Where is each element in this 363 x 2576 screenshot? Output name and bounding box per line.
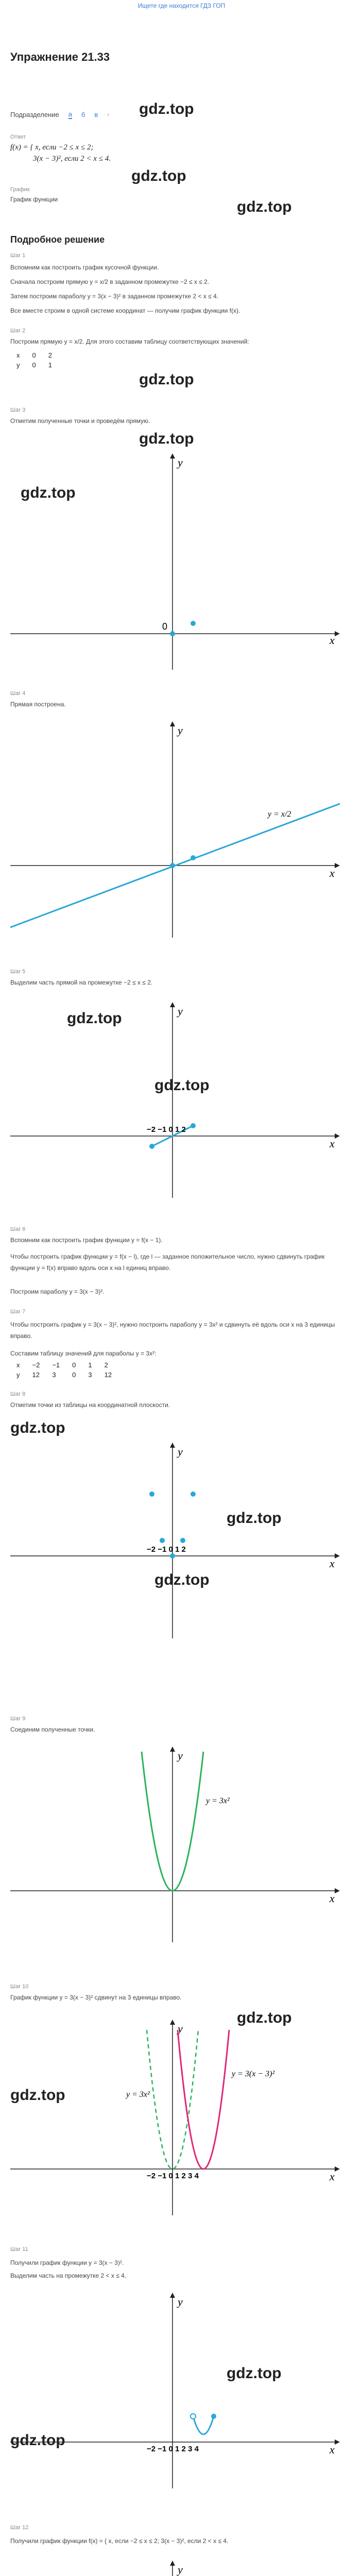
x-axis-label: x: [330, 2170, 335, 2183]
tick-labels: −2 −1 0 1 2 3 4: [147, 2445, 199, 2453]
y-axis-label: y: [178, 2295, 183, 2308]
tick-labels: −2 −1 0 1 2: [147, 1545, 186, 1554]
x-axis-arrow: [335, 2166, 340, 2172]
intro-small-label: График: [10, 187, 30, 193]
point-2-1: [191, 855, 196, 860]
step-label: Шаг 12: [10, 2524, 29, 2531]
table-cell: 0: [32, 351, 36, 359]
step-label: Шаг 1: [10, 252, 26, 259]
step-text: Получили график функции y = 3(x − 3)².: [10, 2259, 124, 2266]
x-axis-arrow: [335, 1133, 340, 1139]
chevron-right-icon[interactable]: ›: [107, 111, 109, 118]
origin-label: 0: [162, 621, 168, 632]
y-axis-arrow: [170, 2020, 175, 2025]
tick-labels: −2 −1 0 1 2 3 4: [147, 2172, 199, 2180]
y-axis-arrow: [170, 1002, 175, 1007]
step-text: Прямая построена.: [10, 701, 66, 708]
watermark: gdz.top: [21, 484, 76, 501]
tab-b[interactable]: б: [81, 111, 85, 118]
watermark: gdz.top: [227, 2365, 282, 2382]
graph-4: [0, 1437, 363, 1643]
step-label: Шаг 4: [10, 690, 26, 697]
step-label: Шаг 6: [10, 1226, 26, 1232]
tick-labels: −2 −1 0 1 2: [147, 1125, 186, 1134]
step-text: Выделим часть на промежутке 2 < x ≤ 4.: [10, 2272, 127, 2279]
parabola-shifted: [178, 2030, 229, 2169]
y-axis-arrow: [170, 2293, 175, 2298]
y-axis-label: y: [178, 724, 183, 737]
step-text: График функции y = 3(x − 3)² сдвинут на 3 единицы вправо.: [10, 1994, 182, 2001]
step-text: Все вместе строим в одной системе координат — получим график функции f(x).: [10, 307, 240, 314]
step-label: Шаг 8: [10, 1391, 26, 1397]
y-axis-label: y: [178, 456, 183, 469]
piece-start-open: [191, 2414, 196, 2419]
graph-2: [0, 716, 363, 943]
step-text: Вспомним как построить график функции y = f(x − 1).: [10, 1236, 163, 1244]
parabola-label: y = 3x²: [206, 1797, 230, 1805]
point: [180, 1538, 185, 1543]
point: [149, 1492, 154, 1497]
table-cell: 0: [32, 361, 36, 369]
table-cell: 12: [104, 1371, 112, 1379]
watermark: gdz.top: [154, 1077, 210, 1094]
variant-tabs: [10, 110, 109, 119]
value-table: [10, 350, 350, 370]
table-cell: 0: [72, 1371, 76, 1379]
graph-7: [0, 2287, 363, 2494]
table-cell: 1: [48, 361, 52, 369]
tab-a[interactable]: а: [68, 110, 72, 118]
point: [191, 1492, 196, 1497]
step-text: Построим параболу y = 3(x − 3)².: [10, 1288, 105, 1295]
watermark: gdz.top: [10, 2087, 65, 2104]
table-cell: y: [16, 361, 20, 369]
step-text: Отметим точки из таблицы на координатной плоскости.: [10, 1401, 170, 1409]
table-cell: −1: [52, 1361, 60, 1369]
x-axis-label: x: [330, 1892, 335, 1905]
step-label: Шаг 5: [10, 969, 26, 975]
table-cell: x: [16, 1361, 20, 1369]
x-axis-arrow: [335, 1888, 340, 1893]
step-label: Шаг 11: [10, 2246, 28, 2252]
step-text: Сначала построим прямую y = x/2 в заданном промежутке −2 ≤ x ≤ 2.: [10, 278, 210, 285]
intro-step-label: Ответ: [10, 134, 26, 140]
table-cell: 3: [88, 1371, 92, 1379]
parabola-piece: [193, 2416, 214, 2434]
table-cell: −2: [32, 1361, 40, 1369]
graph-3: [0, 997, 363, 1203]
line-label: y = x/2: [268, 810, 291, 819]
intro-graph-caption: График функции: [10, 196, 58, 203]
step-label: Шаг 7: [10, 1309, 26, 1315]
table-cell: 0: [72, 1361, 76, 1369]
x-axis-label: x: [330, 2443, 335, 2456]
point: [170, 1553, 175, 1558]
page-title: Упражнение 21.33: [10, 50, 110, 63]
y-axis-arrow: [170, 1747, 175, 1752]
watermark: gdz.top: [10, 1419, 65, 1436]
x-axis-arrow: [335, 863, 340, 868]
segment-end-right: [191, 1123, 196, 1128]
watermark: gdz.top: [237, 198, 292, 215]
step-text: Чтобы построить график y = 3(x − 3)², нужно построить параболу y = 3x² и сдвинуть её вдоль оси x на 3 единицы вправо.: [10, 1321, 335, 1340]
watermark: gdz.top: [131, 167, 186, 184]
step-text: Чтобы построить график функции y = f(x − l), где l — заданное положительное число, нужно сдвинуть график функции y = f(x) вправо вдоль оси x на l единиц вправо.: [10, 1253, 325, 1272]
point: [160, 1538, 165, 1543]
watermark: gdz.top: [227, 1510, 282, 1527]
watermark: gdz.top: [154, 1571, 210, 1588]
x-axis-label: x: [330, 867, 335, 879]
y-axis-label: y: [178, 2022, 183, 2035]
tabs-label: Подразделение: [10, 111, 59, 118]
y-axis-arrow: [170, 453, 175, 459]
table-cell: 12: [32, 1371, 40, 1379]
parabola-label: y = 3x²: [126, 2090, 150, 2099]
y-axis-label: y: [178, 1749, 183, 1762]
x-axis-label: x: [330, 1137, 335, 1150]
table-cell: x: [16, 351, 20, 359]
step-text: Получили график функции f(x) = { x, если −2 ≤ x ≤ 2; 3(x − 3)², если 2 < x ≤ 4.: [10, 2537, 229, 2545]
x-axis-arrow: [335, 2439, 340, 2445]
step-label: Шаг 10: [10, 1984, 29, 1990]
step-text: Соединим полученные точки.: [10, 1726, 95, 1733]
y-axis-arrow: [170, 1443, 175, 1448]
tab-v[interactable]: в: [94, 111, 98, 118]
watermark: gdz.top: [237, 2009, 292, 2026]
watermark: gdz.top: [139, 371, 194, 388]
step-label: Шаг 9: [10, 1716, 26, 1722]
y-axis-label: y: [178, 1445, 183, 1458]
point-2-1: [191, 621, 196, 626]
shift-label: y = 3(x − 3)²: [232, 2070, 275, 2078]
table-cell: 2: [104, 1361, 108, 1369]
piece-end: [211, 2414, 216, 2419]
y-axis-arrow: [170, 2561, 175, 2566]
y-axis-label: y: [178, 2563, 183, 2576]
intro-formula-bot: 3(x − 3)², если 2 < x ≤ 4.: [33, 155, 111, 163]
top-link[interactable]: Ищете где находится ГДЗ ГОП: [137, 2, 226, 9]
intro-formula-top: f(x) = { x, если −2 ≤ x ≤ 2;: [10, 143, 94, 151]
x-axis-label: x: [330, 1557, 335, 1570]
value-table: [10, 1360, 350, 1380]
watermark: gdz.top: [67, 1010, 122, 1027]
step-text: Затем построим параболу y = 3(x − 3)² в заданном промежутке 2 < x ≤ 4.: [10, 293, 219, 300]
x-axis-label: x: [330, 634, 335, 647]
watermark: gdz.top: [10, 2432, 65, 2449]
step-label: Шаг 2: [10, 328, 26, 334]
table-cell: 2: [48, 351, 52, 359]
y-axis-label: y: [178, 1005, 183, 1018]
step-text: Отметим полученные точки и проведём прямую.: [10, 417, 150, 425]
point-0-0: [170, 631, 175, 636]
step-label: Шаг 3: [10, 407, 26, 413]
x-axis-arrow: [335, 1553, 340, 1558]
step-text: Вспомним как построить график кусочной функции.: [10, 264, 159, 271]
graph-5: [0, 1741, 363, 1947]
solution-title: Подробное решение: [10, 234, 105, 245]
graph-6: [0, 2014, 363, 2221]
watermark: gdz.top: [139, 430, 194, 447]
watermark: gdz.top: [139, 100, 194, 117]
graph-8: [0, 2555, 363, 2576]
table-cell: 3: [52, 1371, 56, 1379]
table-cell: 1: [88, 1361, 92, 1369]
step-text: Составим таблицу значений для параболы y = 3x²:: [10, 1350, 157, 1357]
point-0-0: [170, 863, 175, 868]
step-text: Выделим часть прямой на промежутке −2 ≤ x ≤ 2.: [10, 979, 153, 986]
segment-end-left: [149, 1144, 154, 1149]
table-cell: y: [16, 1371, 20, 1379]
x-axis-arrow: [335, 631, 340, 636]
y-axis-arrow: [170, 721, 175, 726]
step-text: Построим прямую y = x/2. Для этого составим таблицу соответствующих значений:: [10, 338, 249, 345]
graph-1: [0, 448, 363, 675]
